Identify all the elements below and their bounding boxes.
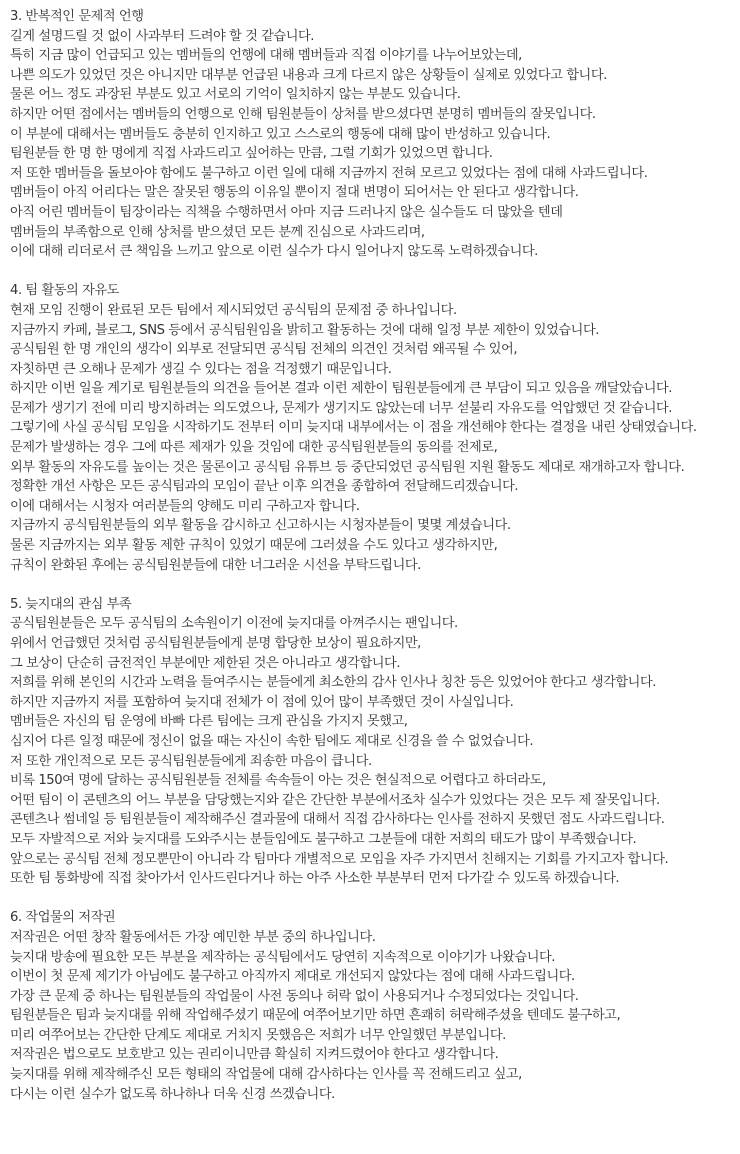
paragraph-line: 멤버들은 자신의 팀 운영에 바빠 다른 팀에는 크게 관심을 가지지 못했고, (10, 714, 408, 730)
section-title: 3. 반복적인 문제적 언행 (10, 9, 144, 24)
paragraph-line: 늦지대를 위해 제작해주신 모든 형태의 작업물에 대해 감사하다는 인사를 꼭 전해드리고 싶고, (10, 1067, 522, 1083)
paragraph-line: 이에 대해 리더로서 큰 책임을 느끼고 앞으로 이런 실수가 다시 일어나지 않도록 노력하겠습니다. (10, 244, 538, 260)
paragraph-line: 자칫하면 큰 오해나 문제가 생길 수 있다는 점을 걱정했기 때문입니다. (10, 361, 392, 377)
paragraph-line: 이에 대해서는 시청자 여러분들의 양해도 미리 구하고자 합니다. (10, 498, 360, 514)
paragraph-line: 그 보상이 단순히 금전적인 부분에만 제한된 것은 아니라고 생각합니다. (10, 655, 401, 671)
paragraph-line: 하지만 어떤 점에서는 멤버들의 언행으로 인해 팀원분들이 상처를 받으셨다면 분명히 멤버들의 잘못입니다. (10, 106, 596, 122)
paragraph-line: 물론 어느 정도 과장된 부분도 있고 서로의 기억이 일치하지 않는 부분도 있습니다. (10, 87, 461, 103)
paragraph-line: 심지어 다른 일정 때문에 정신이 없을 때는 자신이 속한 팀에도 제대로 신경을 쓸 수 없었습니다. (10, 733, 534, 749)
paragraph-line: 비록 150여 명에 달하는 공식팀원분들 전체를 속속들이 아는 것은 현실적으로 어렵다고 하더라도, (10, 773, 546, 789)
paragraph-line: 다시는 이런 실수가 없도록 하나하나 더욱 신경 쓰겠습니다. (10, 1086, 335, 1102)
paragraph-line: 또한 팀 통화방에 직접 찾아가서 인사드린다거나 하는 아주 사소한 부분부터 먼저 다가갈 수 있도록 하겠습니다. (10, 871, 620, 887)
paragraph-line: 그렇기에 사실 공식팀 모임을 시작하기도 전부터 이미 늦지대 내부에서는 이 점을 개선해야 한다는 결정을 내린 상태였습니다. (10, 420, 697, 436)
paragraph-line: 이번이 첫 문제 제기가 아님에도 불구하고 아직까지 제대로 개선되지 않았다는 점에 대해 사과드립니다. (10, 969, 575, 985)
paragraph-line: 길게 설명드릴 것 없이 사과부터 드려야 할 것 같습니다. (10, 28, 315, 44)
paragraph-line: 문제가 발생하는 경우 그에 따른 제재가 있을 것임에 대한 공식팀원분들의 동의를 전제로, (10, 440, 498, 456)
paragraph-line: 외부 활동의 자유도를 높이는 것은 물론이고 공식팀 유튜브 등 중단되었던 공식팀원 지원 활동도 제대로 재개하고자 합니다. (10, 459, 685, 475)
paragraph-line: 지금까지 공식팀원분들의 외부 활동을 감시하고 신고하시는 시청자분들이 몇몇 계셨습니다. (10, 518, 511, 534)
paragraph-line: 가장 큰 문제 중 하나는 팀원분들의 작업물이 사전 동의나 허락 없이 사용되거나 수정되었다는 것입니다. (10, 988, 579, 1004)
paragraph-line: 문제가 생기기 전에 미리 방지하려는 의도였으나, 문제가 생기지도 않았는데 너무 섣불리 자유도를 억압했던 것 같습니다. (10, 400, 673, 416)
section-lack-of-interest (10, 595, 730, 889)
section-title: 5. 늦지대의 관심 부족 (10, 596, 132, 612)
paragraph-line: 저희를 위해 본인의 시간과 노력을 들여주시는 분들에게 최소한의 감사 인사나 칭찬 등은 있었어야 한다고 생각합니다. (10, 675, 657, 691)
paragraph-line: 미리 여쭈어보는 간단한 단계도 제대로 거치지 못했음은 저희가 너무 안일했던 부분입니다. (10, 1027, 506, 1043)
paragraph-line: 하지만 지금까지 저를 포함하여 늦지대 전체가 이 점에 있어 많이 부족했던 것이 사실입니다. (10, 694, 514, 710)
paragraph-line: 공식팀원분들은 모두 공식팀의 소속원이기 이전에 늦지대를 아껴주시는 팬입니다. (10, 616, 458, 632)
paragraph-line: 지금까지 카페, 블로그, SNS 등에서 공식팀원임을 밝히고 활동하는 것에 대해 일정 부분 제한이 있었습니다. (10, 322, 599, 338)
paragraph-line: 아직 어린 멤버들이 팀장이라는 직책을 수행하면서 아마 지금 드러나지 않은 실수들도 더 많았을 텐데 (10, 204, 563, 220)
paragraph-line: 위에서 언급했던 것처럼 공식팀원분들에게 분명 합당한 보상이 필요하지만, (10, 636, 421, 651)
section-team-freedom (10, 281, 730, 575)
paragraph-line: 하지만 이번 일을 계기로 팀원분들의 의견을 들어본 결과 이런 제한이 팀원분들에게 큰 부담이 되고 있음을 깨달았습니다. (10, 381, 673, 397)
paragraph-line: 정확한 개선 사항은 모든 공식팀과의 모임이 끝난 이후 의견을 종합하여 전달해드리겠습니다. (10, 479, 519, 495)
paragraph-line: 콘텐츠나 썸네일 등 팀원분들이 제작해주신 결과물에 대해서 직접 감사하다는 인사를 전하지 못했던 점도 사과드립니다. (10, 812, 665, 828)
section-copyright (10, 908, 730, 1104)
paragraph-line: 늦지대 방송에 필요한 모든 부분을 제작하는 공식팀에서도 당연히 지속적으로 이야기가 나왔습니다. (10, 949, 556, 965)
paragraph-line: 이 부분에 대해서는 멤버들도 충분히 인지하고 있고 스스로의 행동에 대해 많이 반성하고 있습니다. (10, 126, 551, 142)
paragraph-line: 팀원분들 한 명 한 명에게 직접 사과드리고 싶어하는 만큼, 그럴 기회가 있었으면 합니다. (10, 146, 493, 162)
paragraph-line: 특히 지금 많이 언급되고 있는 멤버들의 언행에 대해 멤버들과 직접 이야기를 나누어보았는데, (10, 48, 522, 64)
paragraph-line: 저 또한 개인적으로 모든 공식팀원분들에게 죄송한 마음이 큽니다. (10, 753, 372, 769)
paragraph-line: 규칙이 완화된 후에는 공식팀원분들에 대한 너그러운 시선을 부탁드립니다. (10, 557, 421, 573)
section-title: 4. 팀 활동의 자유도 (10, 283, 119, 299)
paragraph-line: 모두 자발적으로 저와 늦지대를 도와주시는 분들임에도 불구하고 그분들에 대한 저희의 태도가 많이 부족했습니다. (10, 831, 637, 847)
paragraph-line: 어떤 팀이 이 콘텐츠의 어느 부분을 담당했는지와 같은 간단한 부분에서조차 실수가 있었다는 것은 모두 제 잘못입니다. (10, 792, 660, 808)
section-title: 6. 작업물의 저작권 (10, 910, 116, 926)
paragraph-line: 공식팀원 한 명 개인의 생각이 외부로 전달되면 공식팀 전체의 의견인 것처럼 왜곡될 수 있어, (10, 342, 518, 358)
paragraph-line: 나쁜 의도가 있었던 것은 아니지만 대부분 언급된 내용과 크게 다르지 않은 상황들이 실제로 있었다고 합니다. (10, 67, 607, 83)
paragraph-line: 멤버들이 아직 어리다는 말은 잘못된 행동의 이유일 뿐이지 절대 변명이 되어서는 안 된다고 생각합니다. (10, 185, 579, 201)
paragraph-line: 저작권은 어떤 창작 활동에서든 가장 예민한 부분 중의 하나입니다. (10, 929, 376, 945)
paragraph-line: 멤버들의 부족함으로 인해 상처를 받으셨던 모든 분께 진심으로 사과드리며, (10, 224, 425, 240)
paragraph-line: 물론 지금까지는 외부 활동 제한 규칙이 있었기 때문에 그러셨을 수도 있다고 생각하지만, (10, 538, 498, 554)
paragraph-line: 앞으로는 공식팀 전체 정모뿐만이 아니라 각 팀마다 개별적으로 모임을 자주 가지면서 친해지는 기회를 가지고자 합니다. (10, 851, 669, 867)
section-problematic-behavior (10, 7, 730, 262)
paragraph-line: 저 또한 멤버들을 돌보아야 함에도 불구하고 이런 일에 대해 지금까지 전혀 모르고 있었다는 점에 대해 사과드립니다. (10, 165, 648, 181)
paragraph-line: 팀원분들은 팀과 늦지대를 위해 작업해주셨기 때문에 여쭈어보기만 하면 흔쾌히 허락해주셨을 텐데도 불구하고, (10, 1008, 621, 1024)
paragraph-line: 현재 모임 진행이 완료된 모든 팀에서 제시되었던 공식팀의 문제점 중 하나입니다. (10, 302, 457, 318)
paragraph-line: 저작권은 법으로도 보호받고 있는 권리이니만큼 확실히 지켜드렸어야 한다고 생각합니다. (10, 1047, 499, 1063)
